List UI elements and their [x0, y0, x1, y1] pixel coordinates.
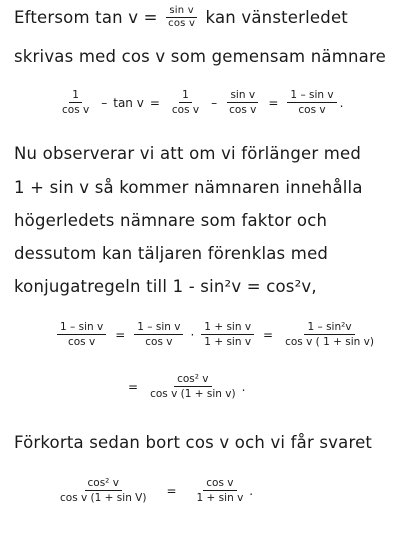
- eq2-equals-2: =: [263, 327, 274, 342]
- eq1-frac-2-den: cos v: [171, 104, 200, 116]
- eq1-frac-2: [169, 88, 202, 117]
- eq1-frac-4: [287, 88, 336, 117]
- eq1-frac-3: [226, 88, 259, 117]
- eq4-equals: =: [166, 483, 177, 498]
- eq1-frac-3-den: cos v: [229, 104, 257, 116]
- para1-line1-end: kan vänsterledet: [205, 8, 348, 27]
- eq2-frac-4-den: cos v ( 1 + sin v): [285, 336, 374, 348]
- para1-frac-num: sin v: [166, 5, 196, 18]
- para1-line1-start: Eftersom tan v =: [14, 8, 158, 27]
- eq1-frac-1-num: 1: [69, 88, 82, 103]
- eq2-frac-2-num: 1 – sin v: [134, 320, 183, 335]
- para2-line3: högerledets nämnare som faktor och: [14, 211, 328, 230]
- eq2-frac-1-den: cos v: [67, 336, 96, 348]
- eq4-frac-1-num: cos² v: [85, 476, 122, 491]
- eq1-minus: –: [101, 95, 108, 110]
- eq2-equals-1: =: [115, 327, 126, 342]
- para1-frac-den: cos v: [168, 18, 196, 29]
- eq4-frac-2: [194, 476, 247, 505]
- eq1-frac-4-num: 1 – sin v: [287, 88, 336, 103]
- eq1-frac-3-num: sin v: [227, 88, 258, 103]
- eq1-tan: tan v: [113, 95, 144, 110]
- eq2-times: ·: [190, 327, 195, 342]
- eq1-equals-2: =: [268, 95, 279, 110]
- eq3-period: .: [241, 379, 246, 394]
- eq2-frac-1-num: 1 – sin v: [57, 320, 106, 335]
- para2-line2: 1 + sin v så kommer nämnaren innehålla: [14, 178, 363, 197]
- eq4-frac-2-num: cos v: [203, 476, 236, 491]
- eq2-frac-2: [134, 320, 183, 349]
- equation-2: [54, 320, 380, 349]
- equation-3: [122, 372, 245, 401]
- eq1-period: .: [339, 95, 344, 110]
- eq1-equals: =: [149, 95, 160, 110]
- eq2-frac-1: [57, 320, 106, 349]
- eq4-frac-2-den: 1 + sin v: [196, 492, 244, 504]
- eq3-frac-den: cos v (1 + sin v): [150, 388, 236, 400]
- para1-sin-over-cos: [165, 5, 198, 30]
- eq1-minus-2: –: [211, 95, 218, 110]
- eq2-frac-3-num: 1 + sin v: [201, 320, 254, 335]
- para1-line1: [14, 6, 412, 31]
- eq1-frac-4-den: cos v: [298, 104, 326, 116]
- para3-line1: Förkorta sedan bort cos v och vi får svaret: [14, 433, 373, 452]
- equation-1: [56, 88, 343, 117]
- para2-line4: dessutom kan täljaren förenklas med: [14, 244, 329, 263]
- eq3-frac: [147, 372, 239, 401]
- eq3-frac-num: cos² v: [174, 372, 211, 387]
- eq2-frac-2-den: cos v: [145, 336, 173, 348]
- eq2-frac-4: [282, 320, 377, 349]
- eq3-equals: =: [128, 379, 139, 394]
- eq2-frac-4-num: 1 – sin²v: [304, 320, 354, 335]
- eq4-frac-1: [57, 476, 149, 505]
- para2-line5: konjugatregeln till 1 - sin²v = cos²v,: [14, 277, 317, 296]
- eq4-frac-1-den: cos v (1 + sin V): [60, 492, 147, 504]
- eq2-frac-3-den: 1 + sin v: [204, 336, 252, 348]
- eq1-frac-2-num: 1: [179, 88, 192, 103]
- eq1-frac-1: [59, 88, 92, 117]
- para2-line1: Nu observerar vi att om vi förlänger med: [14, 144, 362, 163]
- equation-4: [54, 476, 253, 505]
- eq2-frac-3: [201, 320, 254, 349]
- eq4-period: .: [249, 483, 254, 498]
- para1-line2: skrivas med cos v som gemensam nämnare: [14, 47, 386, 66]
- eq1-frac-1-den: cos v: [62, 104, 90, 116]
